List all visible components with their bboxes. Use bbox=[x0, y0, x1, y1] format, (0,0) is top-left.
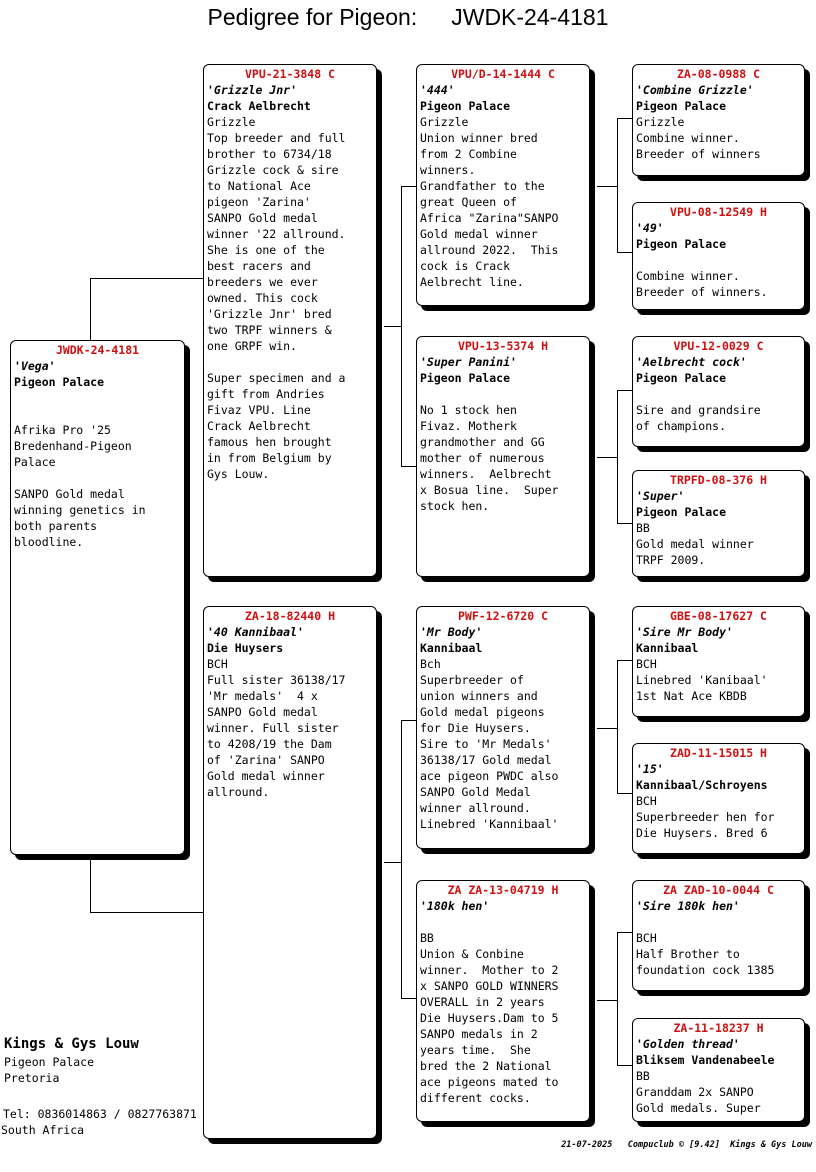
colour: BCH bbox=[636, 657, 657, 671]
note-line: x Bosua line. Super bbox=[420, 483, 559, 497]
connector bbox=[90, 278, 204, 279]
strain: Pigeon Palace bbox=[420, 371, 511, 385]
note-line: gift from Andries bbox=[207, 387, 325, 401]
connector bbox=[617, 523, 633, 524]
note-line: grandmother and GG bbox=[420, 435, 545, 449]
colour: BB bbox=[636, 521, 650, 535]
note-line: Gold medal winner bbox=[420, 227, 538, 241]
note-line: 36138/17 Gold medal bbox=[420, 753, 552, 767]
colour: BCH bbox=[636, 931, 657, 945]
pedigree-card-sdd bbox=[632, 470, 805, 577]
note-line: ace pigeons mated to bbox=[420, 1075, 559, 1089]
note-line: Breeder of winners bbox=[636, 147, 761, 161]
owner-country: South Africa bbox=[1, 1123, 85, 1137]
pigeon-name: '15' bbox=[636, 762, 664, 776]
note-line bbox=[14, 406, 181, 422]
owner-line2: Pretoria bbox=[4, 1071, 60, 1085]
note-line: Union & Conbine bbox=[420, 947, 524, 961]
note-line: winner. Mother to 2 bbox=[420, 963, 559, 977]
note-line: Gold medal pigeons bbox=[420, 705, 545, 719]
strain bbox=[636, 914, 801, 930]
ring-number: GBE-08-17627 C bbox=[670, 609, 767, 623]
pigeon-name: '444' bbox=[420, 83, 455, 97]
ring-number: ZAD-11-15015 H bbox=[670, 746, 767, 760]
pigeon-name: '180k hen' bbox=[420, 899, 490, 913]
connector bbox=[401, 186, 402, 467]
note-line: Gold medals. Super bbox=[636, 1101, 761, 1115]
pigeon-name: 'Combine Grizzle' bbox=[636, 83, 754, 97]
pedigree-card-sss bbox=[632, 64, 805, 176]
title-label: Pedigree for Pigeon: bbox=[207, 4, 418, 30]
note-line: Die Huysers.Dam to 5 bbox=[420, 1011, 559, 1025]
note-line: both parents bbox=[14, 519, 98, 533]
colour: BCH bbox=[636, 794, 657, 808]
note-line: stock hen. bbox=[420, 499, 490, 513]
connector bbox=[401, 466, 417, 467]
ring-number: VPU-08-12549 H bbox=[670, 205, 767, 219]
note-line: Gold medal winner bbox=[636, 537, 754, 551]
note-line: one GRPF win. bbox=[207, 339, 298, 353]
note-line: pigeon 'Zarina' bbox=[207, 195, 311, 209]
owner-block bbox=[4, 1034, 139, 1086]
note-line: SANPO Gold medal bbox=[207, 705, 318, 719]
colour: Bch bbox=[420, 657, 441, 671]
ring-number: ZA-08-0988 C bbox=[676, 67, 761, 81]
strain: Kannibaal bbox=[636, 641, 699, 655]
note-line: Gys Louw. bbox=[207, 467, 270, 481]
note-line: Crack Aelbrecht bbox=[207, 419, 311, 433]
note-line: mother of numerous bbox=[420, 451, 545, 465]
connector bbox=[90, 855, 91, 912]
pigeon-name: '40 Kannibaal' bbox=[207, 625, 304, 639]
note-line: Die Huysers. Bred 6 bbox=[636, 826, 768, 840]
connector bbox=[384, 326, 402, 327]
note-line: 'Grizzle Jnr' bred bbox=[207, 307, 332, 321]
ring-number: ZA-11-18237 H bbox=[673, 1021, 764, 1035]
pedigree-card-sire bbox=[203, 64, 377, 577]
note-line: to 4208/19 the Dam bbox=[207, 737, 332, 751]
ring-number: ZA ZA-13-04719 H bbox=[447, 883, 559, 897]
pigeon-name: 'Super' bbox=[636, 489, 685, 503]
note-line: SANPO Gold Medal bbox=[420, 785, 531, 799]
connector bbox=[401, 186, 417, 187]
note-line: Half Brother to bbox=[636, 947, 740, 961]
colour bbox=[14, 390, 181, 406]
note-line: allround 2022. This bbox=[420, 243, 559, 257]
pedigree-card-dsd bbox=[632, 743, 805, 854]
note-line: Super specimen and a bbox=[207, 371, 346, 385]
pigeon-name: 'Sire 180k hen' bbox=[636, 899, 740, 913]
ring-number: JWDK-24-4181 bbox=[55, 343, 140, 357]
pedigree-card-dds bbox=[632, 880, 805, 991]
pigeon-name: 'Sire Mr Body' bbox=[636, 625, 733, 639]
colour: Grizzle bbox=[636, 115, 685, 129]
ring-number: VPU/D-14-1444 C bbox=[451, 67, 555, 81]
note-line: SANPO Gold medal bbox=[14, 487, 125, 501]
note-line: foundation cock 1385 bbox=[636, 963, 775, 977]
pigeon-name: 'Super Panini' bbox=[420, 355, 517, 369]
footer-software: Compuclub © [9.42] bbox=[627, 1140, 720, 1150]
note-line: 'Mr medals' 4 x bbox=[207, 689, 318, 703]
ring-number: ZA-18-82440 H bbox=[244, 609, 335, 623]
pedigree-card-sire-sire bbox=[416, 64, 590, 306]
note-line: winners. bbox=[420, 163, 476, 177]
connector bbox=[597, 186, 617, 187]
note-line: Fivaz. Motherk bbox=[420, 419, 517, 433]
colour: BB bbox=[636, 1069, 650, 1083]
note-line: great Queen of bbox=[420, 195, 517, 209]
connector bbox=[617, 660, 633, 661]
note-line: winner allround. bbox=[420, 801, 531, 815]
connector bbox=[617, 1065, 633, 1066]
note-line: winning genetics in bbox=[14, 503, 146, 517]
note-line: Grandfather to the bbox=[420, 179, 545, 193]
owner-tel: Tel: 0836014863 / 0827763871 bbox=[3, 1107, 197, 1121]
note-line: TRPF 2009. bbox=[636, 553, 706, 567]
note-line: union winners and bbox=[420, 689, 538, 703]
connector bbox=[401, 720, 402, 999]
strain: Pigeon Palace bbox=[636, 371, 727, 385]
note-line: Linebred 'Kannibaal' bbox=[420, 817, 559, 831]
colour bbox=[420, 386, 586, 402]
note-line: Gold medal winner bbox=[207, 769, 325, 783]
colour bbox=[636, 386, 801, 402]
note-line: in from Belgium by bbox=[207, 451, 332, 465]
colour: BB bbox=[420, 931, 434, 945]
note-line: best racers and bbox=[207, 259, 311, 273]
note-line: Full sister 36138/17 bbox=[207, 673, 346, 687]
connector bbox=[617, 660, 618, 794]
note-line: bloodline. bbox=[14, 535, 84, 549]
note-line: to National Ace bbox=[207, 179, 311, 193]
note-line: two TRPF winners & bbox=[207, 323, 332, 337]
note-line: SANPO medals in 2 bbox=[420, 1027, 538, 1041]
note-line: Fivaz VPU. Line bbox=[207, 403, 311, 417]
connector bbox=[597, 457, 617, 458]
strain: Crack Aelbrecht bbox=[207, 99, 311, 113]
note-line: Top breeder and full bbox=[207, 131, 346, 145]
note-line: breeders we ever bbox=[207, 275, 318, 289]
note-line: of 'Zarina' SANPO bbox=[207, 753, 325, 767]
note-line bbox=[207, 354, 373, 370]
pedigree-card-sire-dam bbox=[416, 336, 590, 577]
pigeon-name: '49' bbox=[636, 221, 664, 235]
note-line: owned. This cock bbox=[207, 291, 318, 305]
ring-number: VPU-21-3848 C bbox=[244, 67, 335, 81]
pedigree-card-dss bbox=[632, 606, 805, 717]
footer-date: 21-07-2025 bbox=[561, 1140, 613, 1150]
note-line: Afrika Pro '25 bbox=[14, 423, 111, 437]
note-line: Sire to 'Mr Medals' bbox=[420, 737, 552, 751]
ring-number: PWF-12-6720 C bbox=[457, 609, 548, 623]
strain: Kannibaal bbox=[420, 641, 483, 655]
note-line: allround. bbox=[207, 785, 270, 799]
pigeon-name: 'Aelbrecht cock' bbox=[636, 355, 747, 369]
note-line: famous hen brought bbox=[207, 435, 332, 449]
connector bbox=[617, 932, 618, 1066]
ring-number: TRPFD-08-376 H bbox=[670, 473, 767, 487]
note-line: brother to 6734/18 bbox=[207, 147, 332, 161]
note-line: Breeder of winners. bbox=[636, 285, 768, 299]
note-line: winner. Full sister bbox=[207, 721, 339, 735]
note-line: cock is Crack bbox=[420, 259, 511, 273]
note-line: Aelbrecht line. bbox=[420, 275, 524, 289]
note-line: different cocks. bbox=[420, 1091, 531, 1105]
note-line: Africa "Zarina"SANPO bbox=[420, 211, 559, 225]
note-line: Palace bbox=[14, 455, 56, 469]
ring-number: VPU-13-5374 H bbox=[457, 339, 548, 353]
strain: Die Huysers bbox=[207, 641, 284, 655]
connector bbox=[90, 278, 91, 340]
connector bbox=[401, 720, 417, 721]
strain: Pigeon Palace bbox=[636, 505, 727, 519]
footer bbox=[561, 1140, 812, 1150]
strain: Pigeon Palace bbox=[636, 99, 727, 113]
strain: Pigeon Palace bbox=[420, 99, 511, 113]
connector bbox=[90, 912, 204, 913]
note-line: Sire and grandsire bbox=[636, 403, 761, 417]
note-line: She is one of the bbox=[207, 243, 325, 257]
note-line: Granddam 2x SANPO bbox=[636, 1085, 754, 1099]
pigeon-name: 'Mr Body' bbox=[420, 625, 483, 639]
note-line: winner '22 allround. bbox=[207, 227, 346, 241]
colour bbox=[636, 252, 801, 268]
ring-number: VPU-12-0029 C bbox=[673, 339, 764, 353]
note-line: Bredenhand-Pigeon bbox=[14, 439, 132, 453]
pedigree-card-dam-sire bbox=[416, 606, 590, 849]
note-line: Grizzle cock & sire bbox=[207, 163, 339, 177]
strain: Bliksem Vandenabeele bbox=[636, 1053, 775, 1067]
strain: Pigeon Palace bbox=[636, 237, 727, 251]
connector bbox=[617, 118, 618, 252]
strain: Kannibaal/Schroyens bbox=[636, 778, 768, 792]
note-line: x SANPO GOLD WINNERS bbox=[420, 979, 559, 993]
pedigree-card-sds bbox=[632, 336, 805, 447]
note-line: OVERALL in 2 years bbox=[420, 995, 545, 1009]
ring-number: ZA ZAD-10-0044 C bbox=[663, 883, 774, 897]
note-line: Combine winner. bbox=[636, 131, 740, 145]
connector bbox=[597, 728, 617, 729]
note-line: Superbreeder of bbox=[420, 673, 524, 687]
connector bbox=[617, 793, 633, 794]
note-line: ace pigeon PWDC also bbox=[420, 769, 559, 783]
title-ring: JWDK-24-4181 bbox=[451, 4, 609, 30]
colour: Grizzle bbox=[420, 115, 469, 129]
connector bbox=[617, 390, 633, 391]
note-line: 1st Nat Ace KBDB bbox=[636, 689, 747, 703]
connector bbox=[401, 998, 417, 999]
note-line: from 2 Combine bbox=[420, 147, 517, 161]
note-line: SANPO Gold medal bbox=[207, 211, 318, 225]
strain bbox=[420, 914, 586, 930]
connector bbox=[617, 390, 618, 524]
owner-line1: Pigeon Palace bbox=[4, 1055, 95, 1069]
pedigree-card-dam-dam bbox=[416, 880, 590, 1122]
pigeon-name: 'Golden thread' bbox=[636, 1037, 740, 1051]
note-line: winners. Aelbrecht bbox=[420, 467, 552, 481]
colour: BCH bbox=[207, 657, 228, 671]
note-line: No 1 stock hen bbox=[420, 403, 517, 417]
note-line: of champions. bbox=[636, 419, 727, 433]
pedigree-card-subject bbox=[10, 340, 185, 855]
note-line: bred the 2 National bbox=[420, 1059, 552, 1073]
pedigree-card-ssd bbox=[632, 202, 805, 310]
owner-name: Kings & Gys Louw bbox=[4, 1036, 139, 1052]
pigeon-name: 'Vega' bbox=[14, 359, 56, 373]
note-line: Linebred 'Kanibaal' bbox=[636, 673, 768, 687]
connector bbox=[617, 252, 633, 253]
pedigree-card-dam bbox=[203, 606, 377, 1139]
pedigree-card-ddd bbox=[632, 1018, 805, 1122]
connector bbox=[617, 118, 633, 119]
strain: Pigeon Palace bbox=[14, 375, 105, 389]
note-line: years time. She bbox=[420, 1043, 531, 1057]
connector bbox=[617, 932, 633, 933]
note-line bbox=[14, 470, 181, 486]
connector bbox=[384, 862, 402, 863]
footer-owner: Kings & Gys Louw bbox=[730, 1140, 812, 1150]
note-line: Combine winner. bbox=[636, 269, 740, 283]
page-title bbox=[0, 4, 816, 31]
note-line: Superbreeder hen for bbox=[636, 810, 775, 824]
note-line: for Die Huysers. bbox=[420, 721, 531, 735]
colour: Grizzle bbox=[207, 115, 256, 129]
note-line: Union winner bred bbox=[420, 131, 538, 145]
connector bbox=[597, 1000, 617, 1001]
pigeon-name: 'Grizzle Jnr' bbox=[207, 83, 298, 97]
